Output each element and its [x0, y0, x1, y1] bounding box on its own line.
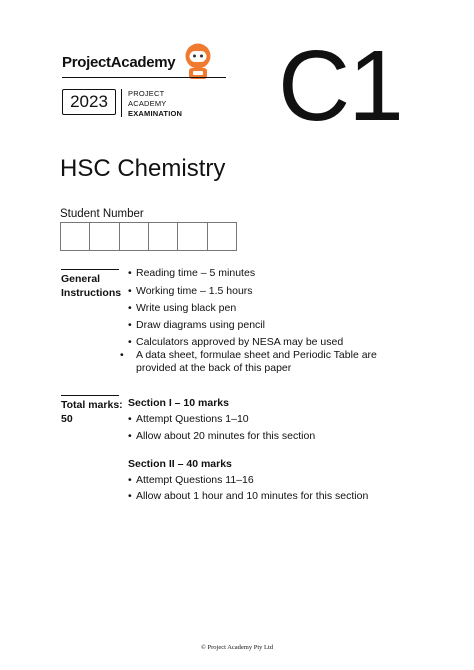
general-item: • Write using black pen	[128, 302, 237, 314]
student-number-box[interactable]	[120, 223, 149, 250]
student-number-box[interactable]	[61, 223, 90, 250]
astronaut-icon	[180, 42, 216, 80]
student-number-box[interactable]	[208, 223, 236, 250]
logo-divider	[62, 77, 226, 78]
general-item: • Reading time – 5 minutes	[128, 267, 256, 279]
total-divider	[61, 395, 119, 396]
badge-divider	[121, 89, 122, 117]
total-marks-label: Total marks:	[61, 399, 123, 411]
section2-item: • Attempt Questions 11–16	[128, 474, 254, 486]
copyright-footer: © Project Academy Pty Ltd	[200, 644, 274, 651]
student-number-box[interactable]	[149, 223, 178, 250]
section1-heading: Section I – 10 marks	[128, 397, 229, 409]
paper-code: C1	[278, 30, 402, 142]
student-number-boxes[interactable]	[60, 222, 237, 251]
year-badge: 2023	[62, 89, 116, 115]
exam-label-line1: PROJECT	[128, 89, 165, 98]
general-item: • Draw diagrams using pencil	[128, 319, 265, 331]
student-number-label: Student Number	[60, 208, 144, 220]
general-divider	[61, 269, 119, 270]
total-label	[61, 398, 123, 426]
section1-item: • Attempt Questions 1–10	[128, 413, 249, 425]
student-number-box[interactable]	[90, 223, 119, 250]
general-item: • A data sheet, formulae sheet and Periodic Table are provided at the back of this paper	[120, 349, 377, 374]
page-title: HSC Chemistry	[60, 155, 226, 182]
section1-item: • Allow about 20 minutes for this section	[128, 430, 316, 442]
brand-name: ProjectAcademy	[62, 54, 176, 71]
general-label	[61, 272, 121, 300]
exam-label	[128, 89, 182, 119]
student-number-box[interactable]	[178, 223, 207, 250]
section2-heading: Section II – 40 marks	[128, 458, 232, 470]
general-label-line2: Instructions	[61, 287, 122, 299]
general-item: • Working time – 1.5 hours	[128, 285, 253, 297]
exam-label-line2: ACADEMY	[128, 99, 167, 108]
total-marks-value: 50	[61, 413, 73, 425]
exam-label-line3: EXAMINATION	[128, 109, 183, 118]
general-label-line1: General	[61, 273, 101, 285]
general-item: • Calculators approved by NESA may be used	[128, 336, 344, 348]
section2-item: • Allow about 1 hour and 10 minutes for this section	[128, 490, 369, 502]
